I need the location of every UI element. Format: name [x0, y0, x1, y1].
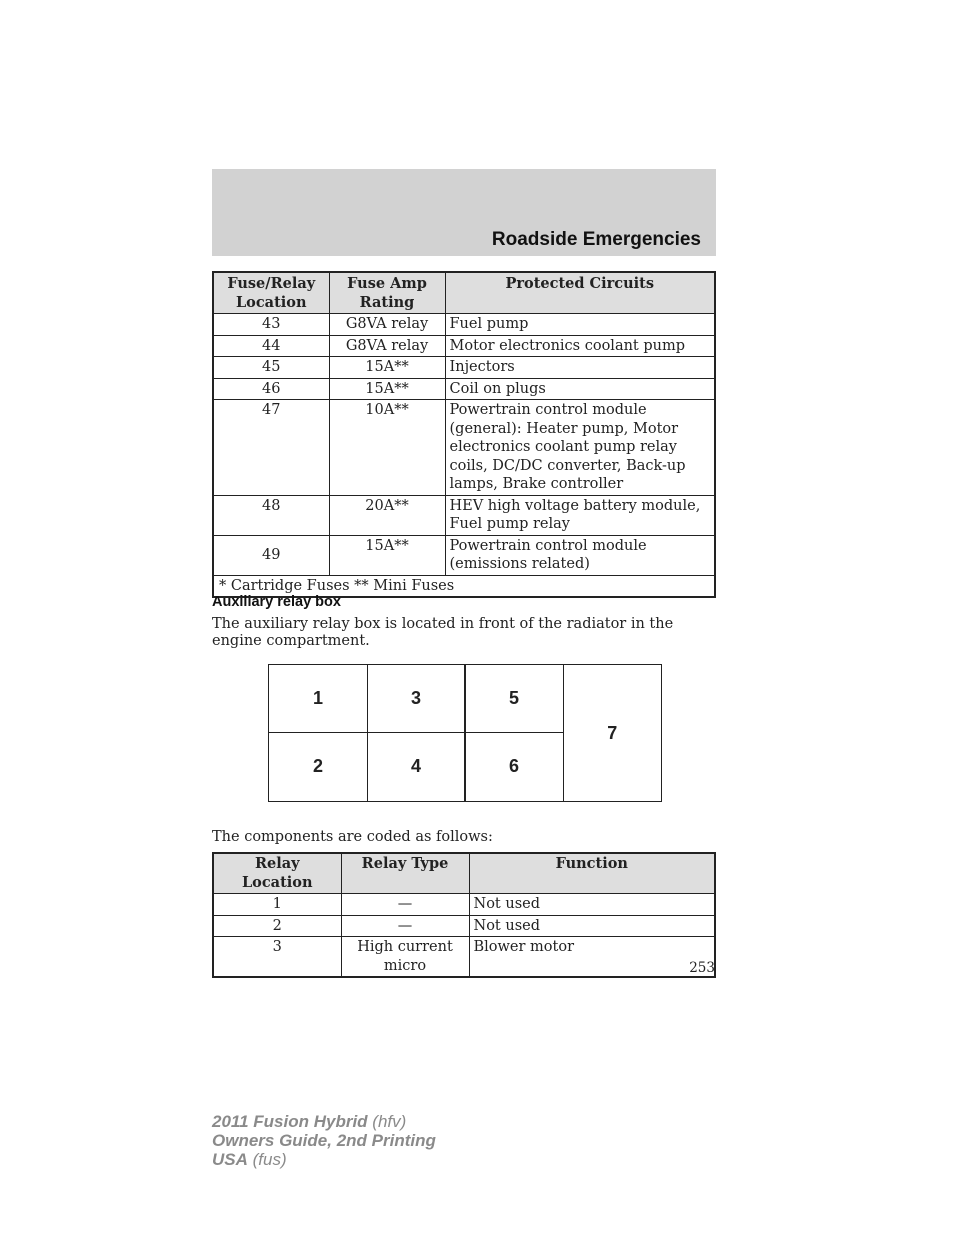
- auxiliary-relay-box-description: The auxiliary relay box is located in front of the radiator in the engine compartment.: [212, 616, 674, 649]
- relay-type: High current micro: [341, 937, 469, 978]
- document-footer: [212, 1112, 436, 1169]
- relay-slot-5: 5: [464, 664, 564, 733]
- column-header-relay-location: Relay Location: [213, 853, 341, 894]
- footer-model-code: (hfv): [367, 1112, 407, 1131]
- fuse-location: 47: [213, 400, 329, 496]
- components-coded-intro: The components are coded as follows:: [212, 829, 493, 845]
- fuse-circuit: Motor electronics coolant pump: [445, 335, 715, 357]
- footer-line-1: [212, 1112, 436, 1131]
- auxiliary-relay-box-heading: Auxiliary relay box: [212, 594, 341, 610]
- fuse-rating: G8VA relay: [329, 314, 445, 336]
- fuse-location: 43: [213, 314, 329, 336]
- relay-box-diagram: [268, 664, 662, 802]
- fuse-rating: 15A**: [329, 535, 445, 575]
- table-row: [213, 915, 715, 937]
- fuse-rating: 20A**: [329, 495, 445, 535]
- table-row: [213, 357, 715, 379]
- fuse-rating: 15A**: [329, 357, 445, 379]
- relay-type: —: [341, 894, 469, 916]
- fuse-table: [212, 271, 716, 598]
- relay-slot-4: 4: [367, 732, 466, 803]
- footer-market-code: (fus): [247, 1150, 287, 1169]
- fuse-table-header-row: [213, 272, 715, 314]
- table-row: [213, 314, 715, 336]
- column-header-amp-rating: Fuse Amp Rating: [329, 272, 445, 314]
- table-row: [213, 535, 715, 575]
- section-title: Roadside Emergencies: [491, 229, 701, 250]
- table-row: [213, 937, 715, 978]
- relay-slot-6: 6: [464, 732, 564, 803]
- table-row: [213, 495, 715, 535]
- table-row: [213, 378, 715, 400]
- fuse-location: 44: [213, 335, 329, 357]
- column-header-location: Fuse/Relay Location: [213, 272, 329, 314]
- relay-table: [212, 852, 716, 978]
- relay-location: 2: [213, 915, 341, 937]
- relay-location: 3: [213, 937, 341, 978]
- relay-table-header-row: [213, 853, 715, 894]
- fuse-location: 46: [213, 378, 329, 400]
- fuse-type-legend: * Cartridge Fuses ** Mini Fuses: [213, 575, 715, 597]
- fuse-rating: 15A**: [329, 378, 445, 400]
- fuse-location: 48: [213, 495, 329, 535]
- footer-guide-edition: Owners Guide, 2nd Printing: [212, 1131, 436, 1150]
- fuse-rating: 10A**: [329, 400, 445, 496]
- table-row: [213, 335, 715, 357]
- table-row: [213, 894, 715, 916]
- relay-slot-3: 3: [367, 664, 466, 733]
- column-header-relay-type: Relay Type: [341, 853, 469, 894]
- column-header-protected-circuits: Protected Circuits: [445, 272, 715, 314]
- relay-function: Blower motor: [469, 937, 715, 978]
- fuse-location: 49: [213, 535, 329, 575]
- relay-type: —: [341, 915, 469, 937]
- relay-slot-7: 7: [563, 664, 663, 802]
- fuse-circuit: Fuel pump: [445, 314, 715, 336]
- footer-line-3: [212, 1150, 436, 1169]
- footer-line-2: [212, 1131, 436, 1150]
- relay-location: 1: [213, 894, 341, 916]
- page-number: 253: [689, 960, 715, 976]
- fuse-circuit: Injectors: [445, 357, 715, 379]
- relay-slot-2: 2: [268, 732, 368, 803]
- fuse-circuit: Powertrain control module (general): Heater pump, Motor electronics coolant pump relay coils, DC/DC converter, Back-up lamps, Brake controller: [445, 400, 715, 496]
- footer-market: USA: [212, 1150, 248, 1169]
- fuse-circuit: Powertrain control module (emissions related): [445, 535, 715, 575]
- fuse-location: 45: [213, 357, 329, 379]
- relay-slot-1: 1: [268, 664, 368, 733]
- fuse-circuit: Coil on plugs: [445, 378, 715, 400]
- fuse-circuit: HEV high voltage battery module, Fuel pump relay: [445, 495, 715, 535]
- footer-model: 2011 Fusion Hybrid: [212, 1112, 368, 1131]
- column-header-function: Function: [469, 853, 715, 894]
- table-row: [213, 400, 715, 496]
- header-band: [212, 169, 716, 256]
- fuse-rating: G8VA relay: [329, 335, 445, 357]
- relay-function: Not used: [469, 915, 715, 937]
- relay-function: Not used: [469, 894, 715, 916]
